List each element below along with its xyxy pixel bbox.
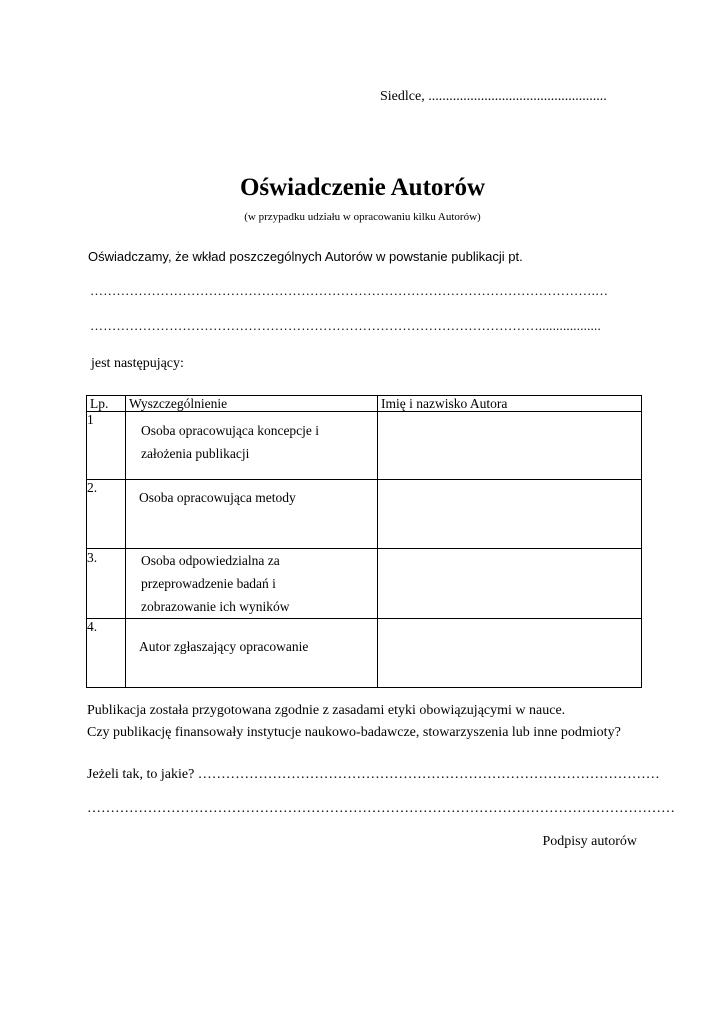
author-name-cell[interactable] bbox=[378, 549, 642, 619]
row-description bbox=[126, 619, 378, 688]
funding-details-line: Jeżeli tak, to jakie? ……………………………………………………………………………………… bbox=[87, 767, 660, 782]
description-line: Osoba opracowująca koncepcje i bbox=[141, 423, 320, 438]
row-number: 1 bbox=[87, 412, 126, 480]
row-description bbox=[126, 480, 378, 549]
document-subtitle: (w przypadku udziału w opracowaniu kilku Autorów) bbox=[244, 211, 481, 223]
publication-title-line-1: …………………………………………………………………………………………………….… bbox=[90, 283, 609, 298]
author-name-cell[interactable] bbox=[378, 412, 642, 480]
funding-details-continuation: ……………………………………………………………………………………………………………… bbox=[87, 801, 675, 816]
description-line: przeprowadzenie badań i bbox=[141, 576, 276, 591]
row-number: 3. bbox=[87, 549, 126, 619]
row-description bbox=[126, 412, 378, 480]
table-header-row bbox=[87, 396, 642, 412]
author-signatures-label: Podpisy autorów bbox=[542, 834, 637, 849]
row-number: 4. bbox=[87, 619, 126, 688]
funding-question: Czy publikację finansowały instytucje naukowo-badawcze, stowarzyszenia lub inne podmioty? bbox=[87, 725, 621, 740]
description-line: zobrazowanie ich wyników bbox=[141, 599, 290, 614]
contribution-table bbox=[86, 395, 642, 688]
description-line: Osoba odpowiedzialna za bbox=[141, 553, 280, 568]
table-row bbox=[87, 619, 642, 688]
author-name-cell[interactable] bbox=[378, 480, 642, 549]
author-name-cell[interactable] bbox=[378, 619, 642, 688]
description-line: założenia publikacji bbox=[141, 446, 250, 461]
intro-text: Oświadczamy, że wkład poszczególnych Autorów w powstanie publikacji pt. bbox=[88, 249, 523, 264]
row-description bbox=[126, 549, 378, 619]
header-description: Wyszczególnienie bbox=[126, 396, 378, 412]
publication-title-line-2: ………………………………………………………………………………………….................. bbox=[90, 318, 601, 333]
is-following-text: jest następujący: bbox=[91, 356, 184, 371]
table-row bbox=[87, 480, 642, 549]
place-date-line: Siedlce, ................................................... bbox=[380, 89, 607, 104]
description-line: Osoba opracowująca metody bbox=[139, 490, 296, 505]
ethics-statement: Publikacja została przygotowana zgodnie z zasadami etyki obowiązującymi w nauce. bbox=[87, 703, 566, 718]
document-title: Oświadczenie Autorów bbox=[239, 174, 486, 201]
table-row bbox=[87, 549, 642, 619]
header-lp: Lp. bbox=[87, 396, 126, 412]
header-author-name: Imię i nazwisko Autora bbox=[378, 396, 642, 412]
row-number: 2. bbox=[87, 480, 126, 549]
table-row bbox=[87, 412, 642, 480]
description-line: Autor zgłaszający opracowanie bbox=[139, 639, 309, 654]
